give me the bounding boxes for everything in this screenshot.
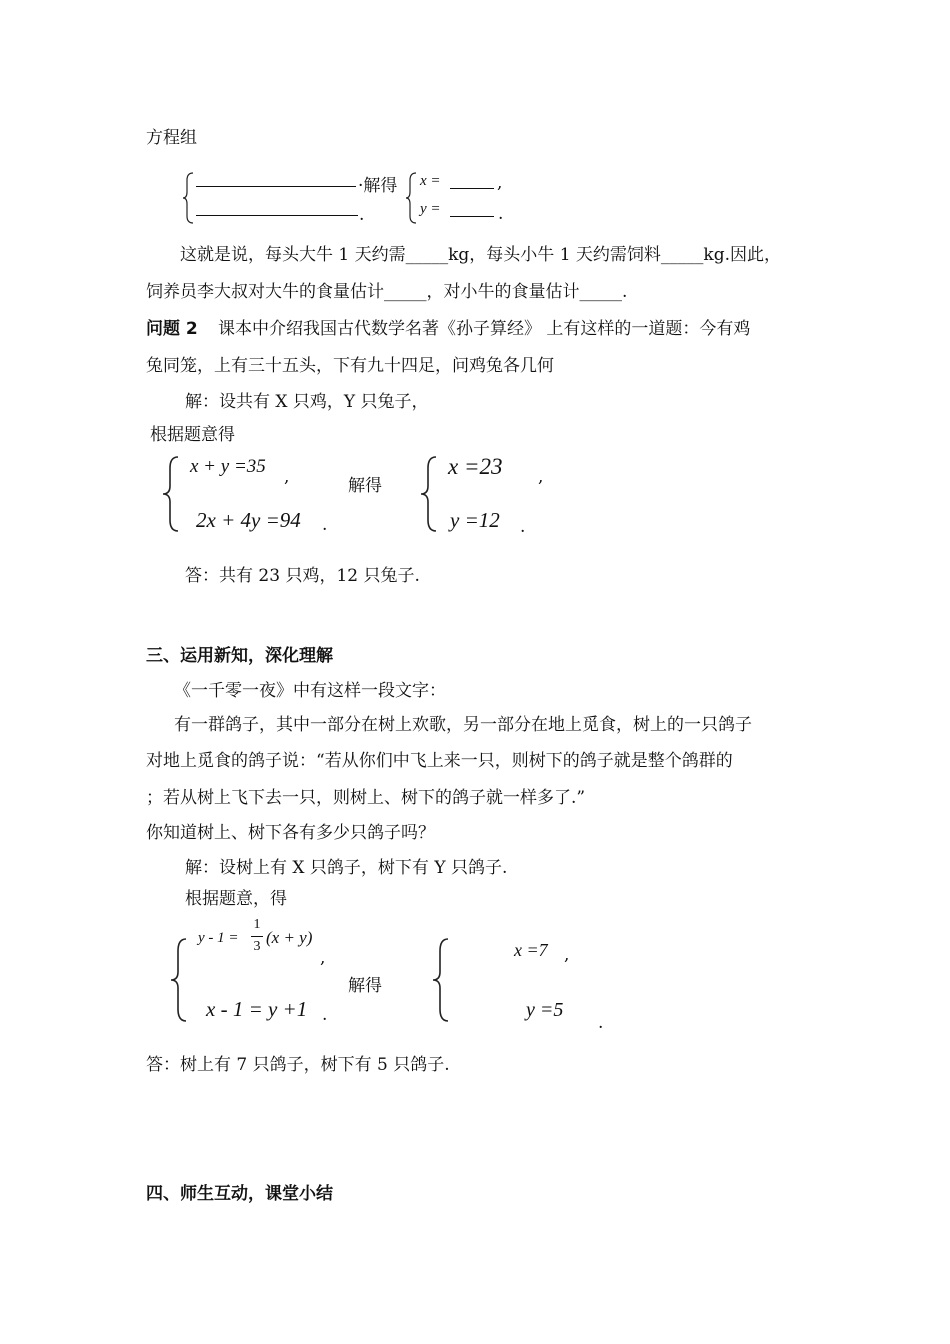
comma-mark: , <box>564 945 570 965</box>
quote-intro: 《一千零一夜》中有这样一段文字： <box>174 681 446 701</box>
fraction-bar <box>251 936 263 937</box>
equation-blank-2[interactable] <box>196 215 358 216</box>
problem-2-label: 问题 2 <box>146 319 198 339</box>
solution-intro: 解：设共有 X 只鸡，Y 只兔子， <box>185 392 429 412</box>
problem-2-text: 兔同笼，上有三十五头，下有九十四足，问鸡兔各几何 <box>146 356 554 376</box>
paragraph-line: ；若从树上飞下去一只，则树上、树下的鸽子就一样多了.” <box>146 788 586 808</box>
paragraph-line: 饲养员李大叔对大牛的食量估计_____，对小牛的食量估计_____. <box>146 282 628 302</box>
y-solution-blank[interactable] <box>450 216 494 217</box>
solution-x: x =23 <box>448 454 503 479</box>
solution-y: y =5 <box>526 999 564 1021</box>
paragraph-line: 你知道树上、树下各有多少只鸽子吗？ <box>146 823 435 843</box>
equation-2: 2x + 4y =94 <box>196 508 301 532</box>
left-brace-icon <box>170 938 190 1022</box>
comma-mark: , <box>497 173 503 193</box>
according-label: 根据题意得 <box>150 425 235 445</box>
solution-y: y =12 <box>450 508 500 532</box>
y-solution-label: y = <box>420 201 441 217</box>
period-mark: . <box>598 1013 604 1033</box>
comma-mark: , <box>284 467 290 487</box>
paragraph-line: 对地上觅食的鸽子说：“若从你们中飞上来一只，则树下的鸽子就是整个鸽群的 <box>146 751 733 771</box>
answer-line: 答：共有 23 只鸡，12 只兔子. <box>185 566 420 586</box>
period-mark: . <box>498 204 504 224</box>
fraction-denominator: 3 <box>253 939 261 954</box>
problem-2-text: 课本中介绍我国古代数学名著《孙子算经》 上有这样的一道题：今有鸡 <box>218 319 751 339</box>
according-label: 根据题意，得 <box>185 889 287 909</box>
equation-2: x - 1 = y +1 <box>206 997 308 1021</box>
left-brace-icon <box>406 172 418 224</box>
section-4-heading: 四、师生互动，课堂小结 <box>146 1184 333 1204</box>
paragraph-line: 这就是说，每头大牛 1 天约需_____kg，每头小牛 1 天约需饲料_____kg.因此， <box>180 245 782 265</box>
period-mark: . <box>322 1005 328 1025</box>
equation-1-left: y - 1 = <box>198 930 239 946</box>
paragraph-line: 有一群鸽子，其中一部分在树上欢歌，另一部分在地上觅食，树上的一只鸽子 <box>174 715 752 735</box>
period-mark: . <box>359 205 365 225</box>
solve-label: ·解得 <box>358 176 398 196</box>
left-brace-icon <box>162 456 182 532</box>
heading-equation-system: 方程组 <box>146 128 197 148</box>
period-mark: . <box>322 515 328 535</box>
equation-1: x + y =35 <box>190 456 266 477</box>
solution-x: x =7 <box>514 940 548 960</box>
x-solution-label: x = <box>420 173 441 189</box>
left-brace-icon <box>183 172 195 224</box>
section-3-heading: 三、运用新知，深化理解 <box>146 646 333 666</box>
comma-mark: , <box>538 467 544 487</box>
x-solution-blank[interactable] <box>450 188 494 189</box>
fraction-numerator: 1 <box>253 917 261 932</box>
solution-intro: 解：设树上有 X 只鸽子，树下有 Y 只鸽子. <box>185 858 508 878</box>
comma-mark: , <box>320 948 326 968</box>
solve-label: 解得 <box>348 476 382 496</box>
equation-blank-1[interactable] <box>196 186 356 187</box>
solve-label: 解得 <box>348 976 382 996</box>
equation-1-right: (x + y) <box>266 928 313 947</box>
answer-line: 答：树上有 7 只鸽子，树下有 5 只鸽子. <box>146 1055 450 1075</box>
period-mark: . <box>520 517 526 537</box>
left-brace-icon <box>432 938 452 1022</box>
left-brace-icon <box>420 456 440 532</box>
